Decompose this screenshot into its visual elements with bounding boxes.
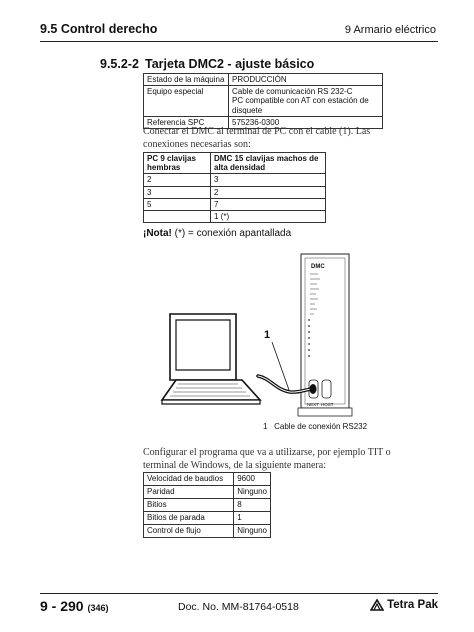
table-row <box>144 473 271 486</box>
pin-pc: 2 <box>144 174 211 186</box>
section-number: 9.5.2-2 <box>100 57 139 71</box>
pin-dmc: 7 <box>211 198 326 210</box>
connection-diagram <box>160 252 412 422</box>
setting-value: 1 <box>234 512 271 525</box>
pin-dmc: 2 <box>211 186 326 198</box>
info-value: Cable de comunicación RS 232-C PC compatible con AT con estación de disquete <box>229 86 383 117</box>
info-label: Estado de la máquina <box>144 74 229 86</box>
header-section-title: 9.5 Control derecho <box>40 22 158 36</box>
table-row <box>144 186 326 198</box>
info-value: 575236-0300 <box>229 116 383 128</box>
info-label: Referencia SPC <box>144 116 229 128</box>
table-row <box>144 512 271 525</box>
page-number <box>40 598 109 614</box>
note <box>143 228 291 239</box>
settings-table <box>143 472 271 538</box>
section-title: Tarjeta DMC2 - ajuste básico <box>145 57 315 71</box>
host-port <box>322 380 331 398</box>
footer-rule <box>40 593 438 594</box>
pin-pc <box>144 210 211 222</box>
setting-label: Bitios <box>144 499 234 512</box>
table-row <box>144 525 271 538</box>
setting-label: Control de flujo <box>144 525 234 538</box>
table-row <box>144 486 271 499</box>
pin-header-dmc: DMC 15 clavijas machos de alta densidad <box>211 153 326 174</box>
pin-dmc: 1 (*) <box>211 210 326 222</box>
header-rule <box>40 41 438 42</box>
connection-paragraph: Conectar el DMC al terminal de PC con el cable (1). Las conexiones necesarias son: <box>143 126 371 150</box>
table-header-row <box>144 153 326 174</box>
info-value: PRODUCCIÓN <box>229 74 383 86</box>
page-number-sub: (346) <box>87 603 109 613</box>
pin-table <box>143 152 326 223</box>
pin-header-pc: PC 9 clavijas hembras <box>144 153 211 174</box>
laptop-icon <box>162 314 260 404</box>
brand <box>370 599 438 611</box>
setting-value: 9600 <box>234 473 271 486</box>
caption-number: 1 <box>263 422 268 431</box>
table-row <box>144 210 326 222</box>
callout-number: 1 <box>264 329 271 341</box>
pin-dmc: 3 <box>211 174 326 186</box>
dmc-label: DMC <box>311 264 325 270</box>
host-port-label: HOST <box>321 402 334 407</box>
table-row <box>144 174 326 186</box>
caption-text: Cable de conexión RS232 <box>274 422 368 431</box>
setting-label: Velocidad de baudios <box>144 473 234 486</box>
info-label: Equipo especial <box>144 86 229 117</box>
note-text: (*) = conexión apantallada <box>171 228 292 239</box>
header-chapter-title: 9 Armario eléctrico <box>344 24 436 36</box>
next-port-label: NEXT <box>307 402 320 407</box>
setting-value: 8 <box>234 499 271 512</box>
figure-caption <box>263 422 367 431</box>
setting-value: Ninguno <box>234 486 271 499</box>
document-number: Doc. No. MM-81764-0518 <box>178 601 299 613</box>
setting-value: Ninguno <box>234 525 271 538</box>
table-row <box>144 499 271 512</box>
table-row <box>144 74 383 86</box>
table-row <box>144 86 383 117</box>
setting-label: Bitios de parada <box>144 512 234 525</box>
info-table <box>143 73 383 129</box>
pin-pc: 5 <box>144 198 211 210</box>
setting-label: Paridad <box>144 486 234 499</box>
brand-name: Tetra Pak <box>387 599 438 611</box>
pin-pc: 3 <box>144 186 211 198</box>
page-number-main: 9 - 290 <box>40 598 84 614</box>
table-row <box>144 198 326 210</box>
note-label: ¡Nota! <box>143 228 172 239</box>
configure-paragraph: Configurar el programa que va a utilizarse, por ejemplo TIT o terminal de Windows, de la siguiente manera: <box>143 447 391 471</box>
tetra-pak-logo-icon <box>370 599 384 611</box>
